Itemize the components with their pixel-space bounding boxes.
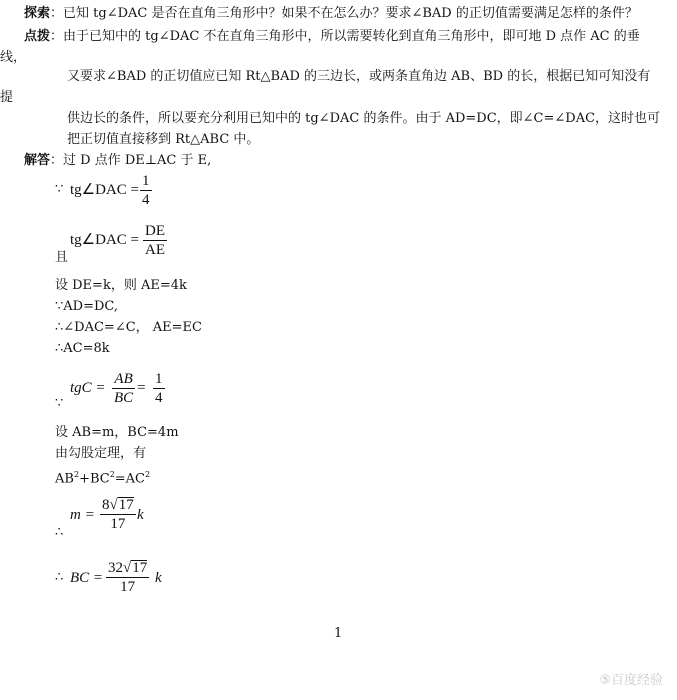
- hint-line-4: 把正切值直接移到 Rt△ABC 中。: [67, 132, 260, 147]
- hint-wrap-2: 提: [0, 90, 14, 105]
- formula-3-num-2: 1: [155, 371, 163, 387]
- answer-text: ：过 D 点作 DE⊥AC 于 E,: [50, 153, 212, 168]
- hint-text-1: ：由于已知中的 tg∠DAC 不在直角三角形中，所以需要转化到直角三角形中，即可地 D 点作 AC 的垂: [50, 29, 640, 44]
- formula-3-eq: =: [137, 380, 146, 396]
- line-set-de: 设 DE=k，则 AE=4k: [55, 278, 187, 293]
- page-number: 1: [334, 626, 343, 641]
- formula-4-coef: 8: [102, 497, 110, 513]
- formula-5-num: 32√17: [108, 560, 148, 576]
- formula-1-num: 1: [142, 173, 150, 189]
- formula-5-coef: 32: [108, 560, 123, 576]
- formula-3-den-1: BC: [114, 390, 134, 406]
- line-angle: ∴∠DAC=∠C， AE=EC: [55, 320, 202, 335]
- explore-line: [24, 6, 638, 22]
- formula-5-prefix: ∴: [55, 570, 64, 585]
- formula-1-lhs: tg∠DAC =: [70, 182, 139, 198]
- formula-3-lhs: tgC =: [70, 380, 106, 396]
- formula-3-num-1: AB: [112, 370, 135, 389]
- sup-2b: 2: [109, 470, 115, 479]
- hint-wrap-1: 线，: [0, 50, 27, 65]
- term-ac: =AC: [114, 471, 146, 487]
- term-bc: +BC: [79, 471, 110, 487]
- formula-1-den: 4: [142, 192, 150, 208]
- formula-2-suffix: 且: [55, 250, 69, 265]
- formula-4-fraction: [100, 496, 136, 533]
- formula-5-den: 17: [120, 579, 136, 595]
- formula-5-var: k: [155, 570, 162, 586]
- formula-4-radicand: 17: [118, 497, 134, 513]
- formula-4-prefix: ∴: [55, 525, 64, 540]
- explore-text: ：已知 tg∠DAC 是否在直角三角形中？如果不在怎么办？要求∠BAD 的正切值需要满足怎样的条件？: [50, 6, 638, 21]
- term-ab: AB: [55, 471, 74, 487]
- formula-2-den: AE: [145, 242, 165, 258]
- line-set-ab: 设 AB=m，BC=4m: [55, 425, 179, 440]
- formula-5-lhs: BC =: [70, 570, 104, 586]
- hint-label: 点拨: [24, 29, 51, 44]
- formula-1-fraction: [140, 172, 152, 209]
- line-pythagoras: 由勾股定理，有: [55, 446, 147, 461]
- formula-4-num: 8√17: [102, 497, 134, 513]
- formula-3-fraction-2: [153, 370, 165, 407]
- answer-label: 解答: [24, 153, 51, 168]
- formula-3-prefix: ∵: [55, 396, 64, 411]
- formula-4-lhs: m =: [70, 507, 95, 523]
- formula-2-fraction: [143, 222, 167, 259]
- line-ab-bc-ac: [55, 467, 150, 487]
- watermark-logo: ⑤百度经验: [599, 673, 663, 688]
- hint-line-3: 供边长的条件，所以要充分利用已知中的 tg∠DAC 的条件。由于 AD=DC，即∠C=∠DAC，这时也可: [67, 111, 661, 126]
- formula-2-num: DE: [145, 223, 165, 239]
- formula-1-prefix: ∵: [55, 182, 64, 197]
- formula-5-fraction: [106, 559, 149, 596]
- explore-label: 探索: [24, 6, 51, 21]
- line-ac: ∴AC=8k: [55, 341, 110, 356]
- formula-4-den: 17: [110, 516, 126, 532]
- formula-5-radicand: 17: [132, 560, 148, 576]
- hint-line-1: [24, 29, 640, 45]
- line-ad-dc: ∵AD=DC,: [55, 299, 119, 314]
- sup-2a: 2: [73, 470, 80, 479]
- formula-3-den-2: 4: [155, 390, 163, 406]
- formula-4-var: k: [137, 507, 144, 523]
- sup-2c: 2: [145, 470, 151, 479]
- hint-line-2: 又要求∠BAD 的正切值应已知 Rt△BAD 的三边长，或两条直角边 AB、BD 的长，根据已知可知没有: [67, 69, 651, 84]
- answer-line: [24, 153, 211, 169]
- formula-2-lhs: tg∠DAC =: [70, 232, 139, 248]
- formula-3-fraction-1: [112, 370, 135, 407]
